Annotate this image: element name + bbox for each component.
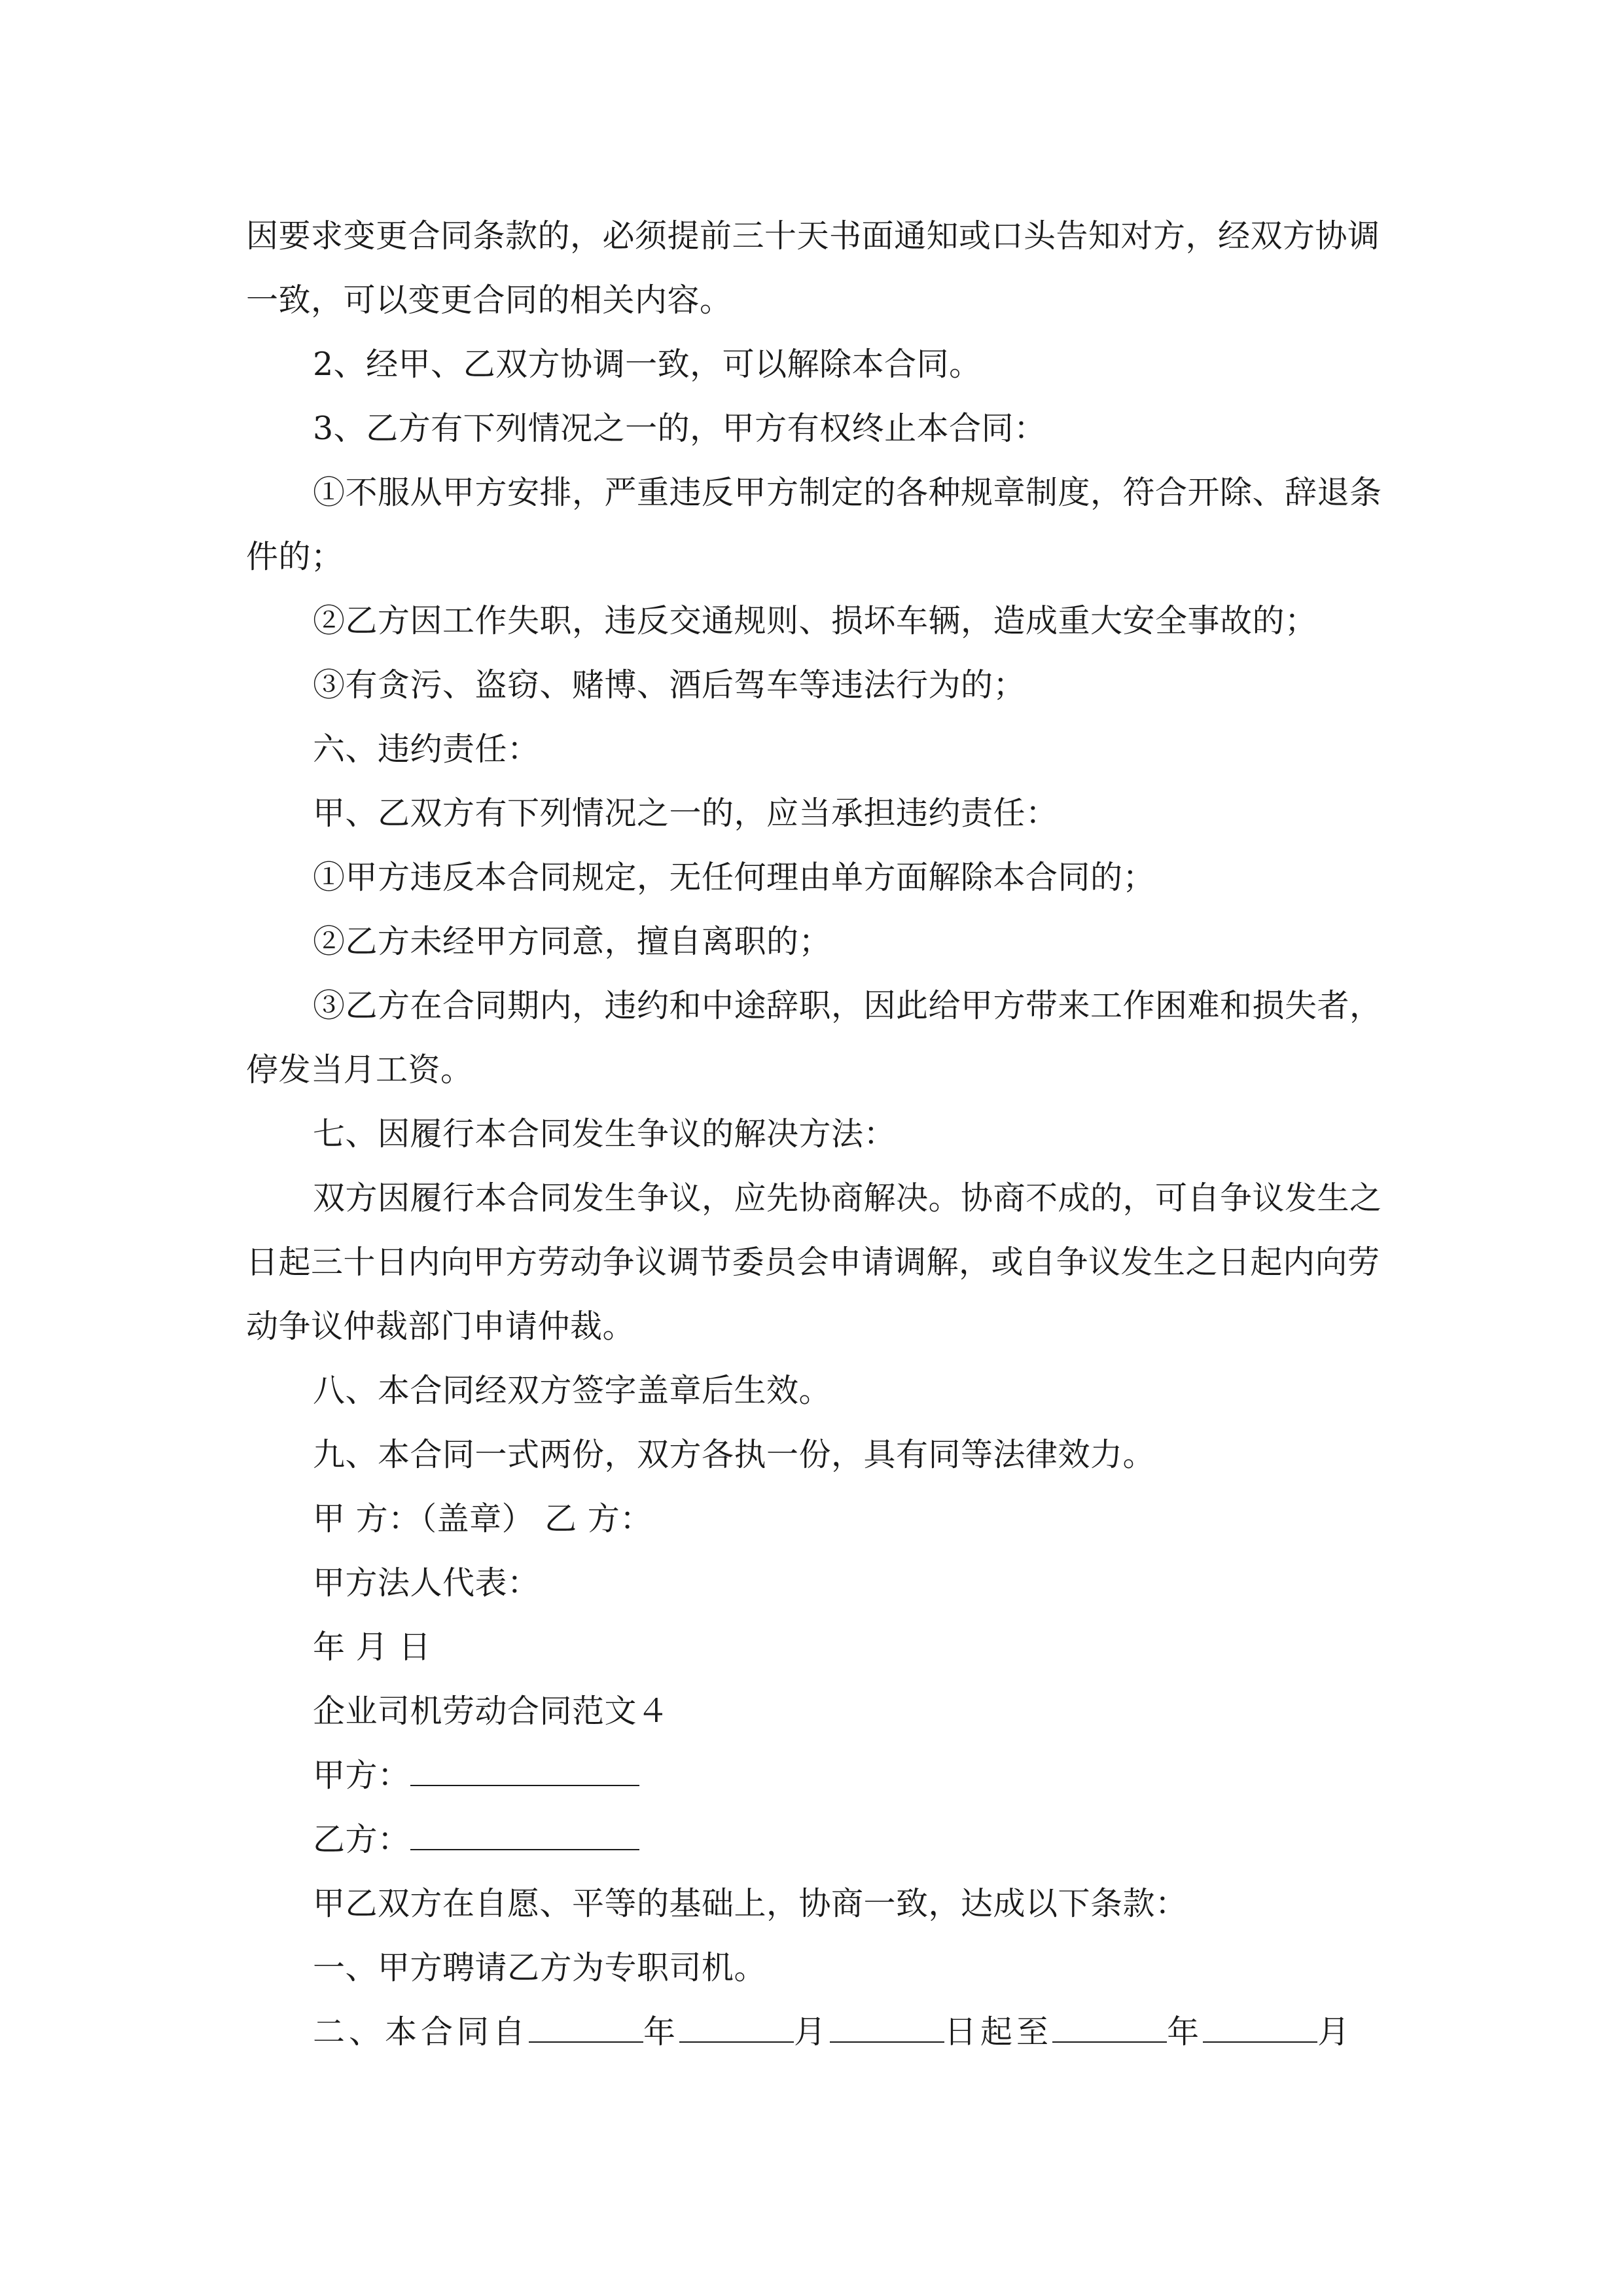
clause-3-item-1: ①不服从甲方安排，严重违反甲方制定的各种规章制度，符合开除、辞退条 (313, 474, 1382, 511)
legal-representative: 甲方法人代表： (313, 1564, 540, 1602)
term-prefix: 二、本合同自 (313, 2013, 529, 2051)
start-year-blank (529, 2015, 643, 2043)
start-year-label: 年 (643, 2013, 680, 2051)
party-b-blank (410, 1823, 639, 1850)
party-a-label: 甲方： (313, 1757, 410, 1794)
section-6-heading: 六、违约责任： (313, 730, 540, 768)
paragraph-line: 因要求变更合同条款的，必须提前三十天书面通知或口头告知对方，经双方协调 (246, 217, 1380, 255)
section-7-heading: 七、因履行本合同发生争议的解决方法： (313, 1115, 897, 1153)
start-month-label: 月 (794, 2013, 830, 2051)
section-9: 九、本合同一式两份，双方各执一份，具有同等法律效力。 (313, 1436, 1156, 1473)
clause-3-item-1-cont: 件的； (246, 538, 344, 575)
end-year-blank (1052, 2015, 1167, 2043)
section-7-body: 双方因履行本合同发生争议，应先协商解决。协商不成的，可自争议发生之 (313, 1179, 1382, 1217)
party-a-line (246, 1744, 1378, 1808)
end-year-label: 年 (1167, 2013, 1204, 2051)
start-day-label: 日起至 (944, 2013, 1053, 2051)
section-7-body-cont: 日起三十日内向甲方劳动争议调节委员会申请调解，或自争议发生之日起内向劳 (246, 1244, 1380, 1281)
end-month-label: 月 (1317, 2013, 1354, 2051)
clause-2: 2、经甲、乙双方协调一致，可以解除本合同。 (313, 346, 982, 383)
start-day-blank (830, 2015, 944, 2043)
section-7-body-cont: 动争议仲裁部门申请仲裁。 (246, 1308, 635, 1345)
start-month-blank (679, 2015, 794, 2043)
paragraph-line: 一致，可以变更合同的相关内容。 (246, 281, 732, 319)
section-6-item-3: ③乙方在合同期内，违约和中途辞职，因此给甲方带来工作困难和损失者， (313, 987, 1382, 1024)
party-b-line (246, 1808, 1378, 1872)
contract-4-intro: 甲乙双方在自愿、平等的基础上，协商一致，达成以下条款： (313, 1885, 1188, 1922)
document-body (246, 204, 1382, 2064)
party-a-blank (410, 1759, 639, 1786)
contract-4-title: 企业司机劳动合同范文４ (313, 1693, 669, 1730)
signature-parties: 甲 方：（盖章） 乙 方： (313, 1500, 652, 1537)
contract-4-clause-1: 一、甲方聘请乙方为专职司机。 (313, 1949, 767, 1986)
contract-4-clause-2 (246, 2000, 1378, 2064)
section-8: 八、本合同经双方签字盖章后生效。 (313, 1372, 832, 1409)
section-6-intro: 甲、乙双方有下列情况之一的，应当承担违约责任： (313, 795, 1058, 832)
clause-3: 3、乙方有下列情况之一的，甲方有权终止本合同： (313, 410, 1046, 447)
section-6-item-2: ②乙方未经甲方同意，擅自离职的； (313, 923, 832, 960)
clause-3-item-2: ②乙方因工作失职，违反交通规则、损坏车辆，造成重大安全事故的； (313, 602, 1317, 639)
section-6-item-1: ①甲方违反本合同规定，无任何理由单方面解除本合同的； (313, 859, 1156, 896)
end-month-blank (1203, 2015, 1317, 2043)
clause-3-item-3: ③有贪污、盗窃、赌博、酒后驾车等违法行为的； (313, 666, 1026, 704)
signature-date: 年 月 日 (313, 1628, 431, 1666)
section-6-item-3-cont: 停发当月工资。 (246, 1051, 473, 1088)
party-b-label: 乙方： (313, 1821, 410, 1858)
